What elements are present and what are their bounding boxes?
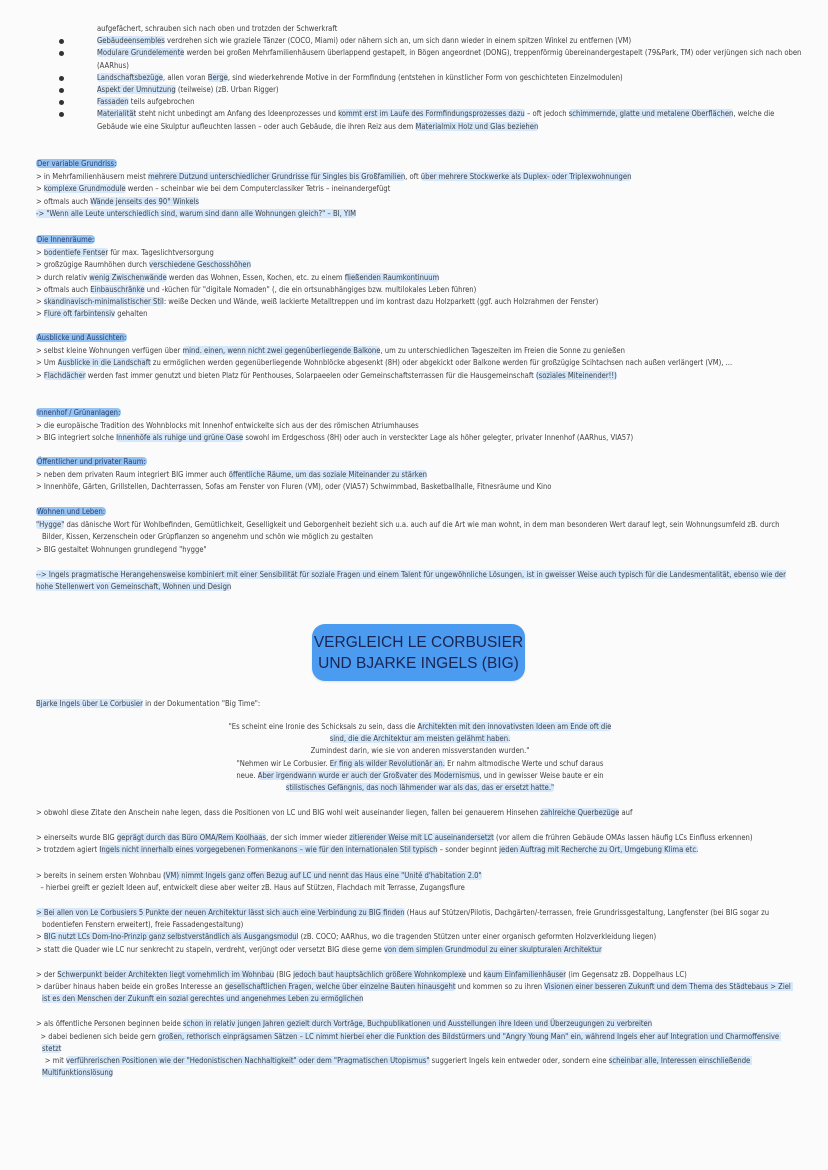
bullet-dot-icon <box>59 112 64 117</box>
text-run: und <box>466 969 484 979</box>
highlighted-text: Fassaden <box>97 97 129 107</box>
note-line <box>36 296 796 308</box>
highlighted-text: skandinavisch-minimalistischer Stil <box>43 297 164 307</box>
spacer <box>36 857 796 870</box>
highlighted-text: Materialmix Holz und Glas beziehen <box>415 121 539 131</box>
text-run: gehalten <box>115 309 148 319</box>
note-line <box>36 1031 796 1055</box>
highlighted-text: öffentliche Räume, um das soziale Miteinander zu stärken <box>228 470 427 480</box>
note-line <box>36 259 796 271</box>
section-heading-text: Öffentlicher und privater Raum: <box>37 457 146 466</box>
notes-section <box>36 506 796 556</box>
highlighted-text: (soziales Miteinender!!) <box>535 370 617 380</box>
bullet-dot-icon <box>59 88 64 93</box>
note-line <box>36 981 796 1005</box>
text-run: "Es scheint eine Ironie des Schicksals zu sein, dass die <box>228 722 418 731</box>
note-line <box>36 882 796 894</box>
highlighted-text: kaum Einfamilienhäuser <box>483 969 567 979</box>
text-run: auf <box>619 808 633 817</box>
text-run: , welche die Gebäude wie eine Skulptur aufleuchten lassen – oder auch Gebäude, die ihren Reiz aus dem <box>97 109 775 131</box>
text-run: > Um <box>36 358 58 368</box>
highlighted-text: -> "Wenn alle Leute unterschiedlich sind, warum sind dann alle Wohnungen gleich?" – BI, YIM <box>36 208 357 218</box>
text-run: > Innenhöfe, Gärten, Grillstellen, Dachterrassen, Sofas am Fenster von Fluren (VM), oder (VIA57) Schwimmbad, Basketballhalle, Fitnesräume und Kino <box>36 482 552 492</box>
text-run: , um zu unterschiedlichen Tageszeiten im Freien die Sonne zu genießen <box>380 346 625 356</box>
text-run: > mit <box>36 1056 66 1066</box>
text-run: (Haus auf Stützen/Pilotis, Dachgärten/-terrassen, freie Grundrissgestaltung, Langfenster (bei BIG sogar zu bodentiefen Fenstern erweitert), freie Fassadengestaltung) <box>42 908 772 930</box>
highlighted-text: Einbauschränke <box>90 284 145 294</box>
highlighted-text: Modulare Grundelemente <box>97 48 185 58</box>
highlighted-text: > Bei allen von Le Corbusiers 5 Punkte der neuen Architektur lässt sich auch eine Verbindung zu BIG finden <box>36 908 405 918</box>
note-line <box>36 1055 796 1079</box>
text-run: , und in gewisser Weise baute er ein <box>479 770 604 780</box>
note-line <box>36 357 796 369</box>
highlighted-text: Gebäudeensembles <box>97 36 165 46</box>
highlighted-text: jedoch baut hauptsächlich größere Wohnkomplexe <box>293 969 467 979</box>
text-run: > oftmals auch <box>36 284 91 294</box>
text-run: : weiße Decken und Wände, weiß lackierte Metalltreppen und im kontrast dazu Holzparkett (ggf. auch Holzrahmen der Fenster) <box>163 297 599 307</box>
bullet-item <box>56 84 806 96</box>
highlighted-text: verschiedene Geschosshöhen <box>149 260 251 270</box>
text-run: > trotzdem agiert <box>36 845 100 855</box>
highlighted-text: großen, rethorisch einprägsamen Sätzen – LC nimmt hierbei eher die Funktion des Bildstürmers und "Angry Young Man" ein, während Ingels eher auf Integration und Charmoffensive stetzt <box>42 1031 782 1053</box>
quote-line <box>170 745 670 757</box>
highlighted-text: Architekten mit den innovativsten Ideen am Ende oft die <box>417 722 612 731</box>
text-run: aufgefächert, schrauben sich nach oben und trotzden der Schwerkraft <box>97 24 338 33</box>
highlighted-text: komplexe Grundmodule <box>43 184 126 194</box>
highlighted-text: mind. einen, wenn nicht zwei gegenüberliegende Balkone <box>182 346 381 356</box>
bullet-dot-icon <box>59 76 64 81</box>
highlighted-text: sind, die die Architektur am meisten gelähmt haben. <box>329 734 511 744</box>
note-line <box>36 183 796 195</box>
text-run: > großzügige Raumhöhen durch <box>36 260 150 270</box>
highlighted-text: Schwerpunkt beider Architekten liegt vornehmlich im Wohnbau <box>57 969 275 979</box>
text-run: (zB. COCO; AARhus, wo die tragenden Stützen unter einer organisch geformten Holzverkleidung liegen) <box>298 932 657 942</box>
highlighted-text: Aber irgendwann wurde er auch der Großvater des Modernismus <box>257 770 480 780</box>
highlighted-text: Bjarke Ingels über Le Corbusier <box>36 699 143 708</box>
highlighted-text: --> Ingels pragmatische Herangehensweise kombiniert mit einer Sensibilität für soziale Fragen und einem Talent für ungewöhnliche Lösungen, ist in gweisser Weise auch typisch für die Landesmentalität, ebenso wie der hohe Stellenwert von Gemeinschaft, Wohnen und Design <box>36 570 786 592</box>
highlighted-text: Materialität <box>97 109 137 119</box>
highlighted-text: Wände jenseits des 90° Winkels <box>90 196 199 206</box>
section-heading <box>36 506 796 518</box>
note-line <box>36 907 796 931</box>
highlighted-text: kommt erst im Laufe des Formfindungsprozesses dazu <box>338 109 525 119</box>
highlighted-text: verführerischen Positionen wie der "Hedonistischen Nachhaltigkeit" oder dem "Pragmatischen Utopismus" <box>65 1056 430 1066</box>
text-run: verdrehen sich wie graziele Tänzer (COCO, Miami) oder nähern sich an, um sich dann wieder in einem spitzen Winkel zu entfernen (VM) <box>164 36 632 46</box>
note-line <box>36 844 796 856</box>
quote-line <box>170 782 670 794</box>
section-heading-text: Der variable Grundriss: <box>37 159 117 168</box>
bullet-item <box>56 47 806 71</box>
text-run: – oft jedoch <box>524 109 569 119</box>
highlighted-text: fließenden Raumkontinuum <box>344 272 440 282</box>
section-heading <box>36 158 796 170</box>
text-run: (vor allem die frühren Gebäude OMAs lassen häufig LCs Einfluss erkennen) <box>493 833 753 843</box>
highlighted-text: gesellschaftlichen Fragen, welche über einzelne Bauten hinausgeht <box>224 982 456 992</box>
note-line <box>36 469 796 481</box>
continuation-line <box>56 23 806 35</box>
notes-section <box>36 332 796 382</box>
section-heading <box>36 407 796 419</box>
highlighted-text: mehrere Dutzund unterschiedlicher Grundrisse für Singles bis Großfamilien <box>147 172 406 182</box>
text-run: und kommen so zu ihren <box>455 982 545 992</box>
text-run: > statt die Quader wie LC nur senkrecht zu stapeln, verdreht, verjüngt oder versetzt BIG diese gerne <box>36 944 384 954</box>
section-heading <box>36 456 796 468</box>
highlighted-text: von dem simplen Grundmodul zu einer skulpturalen Architektur <box>383 944 602 954</box>
bullet-item <box>56 72 806 84</box>
section-title-box <box>312 624 525 681</box>
text-run: > die europäische Tradition des Wohnblocks mit Innenhof entwickelte sich aus der des römischen Atriumhauses <box>36 421 419 431</box>
quote-line <box>170 758 670 770</box>
text-run: in der Dokumentation "Big Time": <box>142 699 261 708</box>
highlighted-text: zahlreiche Querbezüge <box>540 808 620 817</box>
text-run: werden – scheinbar wie bei dem Computerclassiker Tetris – ineinandergefügt <box>125 184 391 194</box>
text-run: (im Gegensatz zB. Doppelhaus LC) <box>566 969 687 979</box>
note-line <box>36 208 796 220</box>
highlighted-text: Flachdächer <box>43 370 86 380</box>
spacer <box>36 819 796 832</box>
section-heading-text: Innenhof / Grünanlagen: <box>37 408 121 417</box>
text-run: das dänische Wort für Wohlbefinden, Gemütlichkeit, Geselligkeit und Geborgenheit bezieht sich u.a. auch auf die Art wie man wohnt, in dem man besonderen Wert darauf legt, sein Wohnungsumfeld zB. durch Bilder, Kissen, Kerzenschein oder Grüpflanzen so angenehm und schön wie möglich zu gestalten <box>42 520 780 542</box>
text-run: > selbst kleine Wohnungen verfügen über <box>36 346 183 356</box>
bullet-dot-icon <box>59 100 64 105</box>
text-run: – hierbei greift er gezielt Ideen auf, entwickelt diese aber weiter zB. Haus auf Stützen, Flachdach mit Terrasse, Zugangsflure <box>36 882 465 892</box>
highlighted-text: Flure oft farbintensiv <box>43 309 116 319</box>
text-run: teils aufgebrochen <box>128 97 195 107</box>
text-run: > <box>36 248 44 258</box>
text-run: > einerseits wurde BIG <box>36 833 117 843</box>
text-run: , der sich immer wieder <box>266 833 350 843</box>
highlighted-text: zitierender Weise mit LC auseinandersetzt <box>349 833 494 843</box>
highlighted-text: "Hygge" <box>36 520 65 530</box>
text-run: > bereits in seinem ersten Wohnbau <box>36 870 164 880</box>
title-line-2: UND BJARKE INGELS (BIG) <box>318 654 519 672</box>
text-run: (teilweise) (zB. Urban Rigger) <box>175 85 279 95</box>
note-line <box>36 432 796 444</box>
spacer <box>36 1005 796 1018</box>
note-line <box>36 420 796 432</box>
note-line <box>36 196 796 208</box>
highlighted-text: Visionen einer besseren Zukunft und dem Thema des Städtebaus > Ziel ist es den Menschen der Zukunft ein sozial gerechtes und angenehmes Leben zu ermöglichen <box>42 982 793 1004</box>
text-run: , sind wiederkehrende Motive in der Formfindung (entstehen in künstlicher Form von geschichteten Einzelmodulen) <box>227 72 623 82</box>
bullet-dot-icon <box>59 51 64 56</box>
text-run: > BIG integriert solche <box>36 433 117 443</box>
text-run: > <box>36 297 44 307</box>
bullet-item <box>56 108 806 132</box>
note-line <box>36 969 796 981</box>
highlighted-text: schon in relativ jungen Jahren gezielt durch Vorträge, Buchpublikationen und Ausstellungen ihre Ideen und Überzeugungen zu verbreiten <box>183 1019 653 1029</box>
highlighted-text: geprägt durch das Büro OMA/Rem Koolhaas <box>116 833 267 843</box>
section-heading <box>36 234 796 246</box>
section-heading-text: Die Innenräume: <box>37 235 95 244</box>
text-run: "Nehmen wir Le Corbusier. <box>236 758 330 768</box>
text-run: werden das Wohnen, Essen, Kochen, etc. zu einem <box>166 272 345 282</box>
text-run: > <box>36 184 44 194</box>
highlighted-text: Er fing als wilder Revolutionär an. <box>329 758 445 768</box>
highlighted-text: wenig Zwischenwände <box>89 272 167 282</box>
spacer <box>36 894 796 907</box>
note-line <box>36 272 796 284</box>
text-run: – sonder beginnt <box>437 845 500 855</box>
title-line-1: VERGLEICH LE CORBUSIER <box>313 633 524 651</box>
highlighted-text: Landschaftsbezüge <box>97 72 164 82</box>
highlighted-text: Ingels nicht innerhalb eines vorgegebenen Formenkanons – wie für den internationalen Stil typisch <box>99 845 438 855</box>
highlighted-text: bodentiefe Fentser <box>43 248 109 258</box>
text-run: > oftmals auch <box>36 196 91 206</box>
highlighted-text: (VM) nimmt Ingels ganz offen Bezug auf LC und nennt das Haus eine "Unité d'habitation 2.0" <box>163 870 482 880</box>
text-run: > neben dem privaten Raum integriert BIG immer auch <box>36 470 229 480</box>
note-line <box>36 944 796 956</box>
text-run: suggeriert Ingels kein entweder oder, sondern eine <box>429 1056 609 1066</box>
highlighted-text: Berge <box>207 72 228 82</box>
notes-section <box>36 234 796 320</box>
note-line <box>36 807 796 819</box>
text-run: zu ermöglichen werden gegenüberliegende Wohnblöcke abgesenkt (8H) oder abgekickt oder Balkone werden für großzügige Scihtachsen nach außen verlängert (VM), ... <box>150 358 733 368</box>
text-run: , allen voran <box>163 72 208 82</box>
text-run: , oft <box>405 172 421 182</box>
text-run: für max. Tageslichtversorgung <box>108 248 214 258</box>
quote-line <box>170 733 670 745</box>
text-run: > <box>36 370 44 380</box>
highlighted-text: Ausblicke in die Landschaft <box>57 358 151 368</box>
text-run: > dabei bedienen sich beide gern <box>36 1031 158 1041</box>
note-line <box>36 832 796 844</box>
quote-line <box>170 770 670 782</box>
highlighted-text: stilistisches Gefängnis, das noch lähmender war als das, das er ersetzt hatte." <box>285 783 555 793</box>
notes-section <box>36 407 796 445</box>
text-run: > darüber hinaus haben beide ein großes Interesse an <box>36 982 225 992</box>
text-run: > <box>36 932 44 942</box>
highlighted-text: schimmernde, glatte und metalene Oberflächen <box>568 109 734 119</box>
highlighted-text: über mehrere Stockwerke als Duplex- oder Triplexwohnungen <box>420 172 632 182</box>
spacer <box>36 956 796 969</box>
section-heading-text: Ausblicke und Aussichten: <box>37 333 127 342</box>
note-line <box>36 931 796 943</box>
note-line <box>36 370 796 382</box>
bullet-dot-icon <box>59 39 64 44</box>
quote-block <box>170 721 670 794</box>
note-line <box>36 171 796 183</box>
text-run: > durch relativ <box>36 272 90 282</box>
text-run: > in Mehrfamilienhäusern meist <box>36 172 148 182</box>
section-heading <box>36 332 796 344</box>
bullet-item <box>56 96 806 108</box>
section-heading-text: Wohnen und Leben: <box>37 507 106 516</box>
note-line <box>36 247 796 259</box>
text-run: Er nahm altmodische Werte und schuf daraus <box>444 758 604 768</box>
text-run: > der <box>36 969 58 979</box>
notes-section <box>36 456 796 494</box>
notes-section <box>36 158 796 220</box>
highlighted-text: Aspekt der Umnutzung <box>97 85 176 95</box>
text-run: werden fast immer genutzt und bieten Platz für Penthouses, Solarpaeelen oder Gemeinschaftsterrassen für die Hausgemeinschaft <box>85 370 536 380</box>
highlighted-text: jeden Auftrag mit Recherche zu Ort, Umgebung Klima etc. <box>499 845 699 855</box>
note-line <box>36 519 796 543</box>
text-run: > <box>36 309 44 319</box>
note-line <box>36 345 796 357</box>
conclusion-paragraph <box>36 569 796 593</box>
text-run: sowohl im Erdgeschoss (8H) oder auch in versteckter Lage als höher gelegter, privater Innenhof (AARhus, VIA57) <box>243 433 634 443</box>
comparison-notes <box>36 807 796 1079</box>
intro-line <box>36 698 796 710</box>
text-run: neue. <box>236 770 258 780</box>
text-run: > obwohl diese Zitate den Anschein nahe legen, dass die Positionen von LC und BIG wohl weit auseinander liegen, fallen bei genauerem Hinsehen <box>36 808 541 817</box>
note-line <box>36 284 796 296</box>
note-line <box>36 481 796 493</box>
highlighted-text: BIG nutzt LCs Dom-Ino-Prinzip ganz selbstverständlich als Ausgangsmodul <box>43 932 299 942</box>
note-line <box>36 544 796 556</box>
text-run: und -küchen für "digitale Nomaden" (, die ein ortsunabhängiges bzw. multilokales Leben führen) <box>144 284 477 294</box>
text-run: (BIG <box>274 969 294 979</box>
note-line <box>36 1018 796 1030</box>
note-line <box>36 870 796 882</box>
quote-line <box>170 721 670 733</box>
text-run: steht nicht unbedingt am Anfang des Ideenprozesses und <box>136 109 339 119</box>
text-run: > als öffentliche Personen beginnen beide <box>36 1019 183 1029</box>
note-line <box>36 308 796 320</box>
highlighted-text: Innenhöfe als ruhige und grüne Oase <box>116 433 244 443</box>
text-run: > BIG gestaltet Wohnungen grundlegend "hygge" <box>36 544 207 554</box>
highlighted-text: scheinbar alle, Interessen einschließende Multifunktionslösung <box>42 1056 753 1078</box>
text-run: werden bei großen Mehrfamilienhäusern überlappend gestapelt, in Bögen angeordnet (DONG), treppenförmig übereinandergestapelt (79&Park, TM) oder verjüngen sich nach oben (AARhus) <box>97 48 802 70</box>
text-run: Zumindest darin, wie sie von anderen missverstanden wurden." <box>310 746 530 756</box>
top-bullet-list <box>56 23 806 133</box>
bullet-item <box>56 35 806 47</box>
